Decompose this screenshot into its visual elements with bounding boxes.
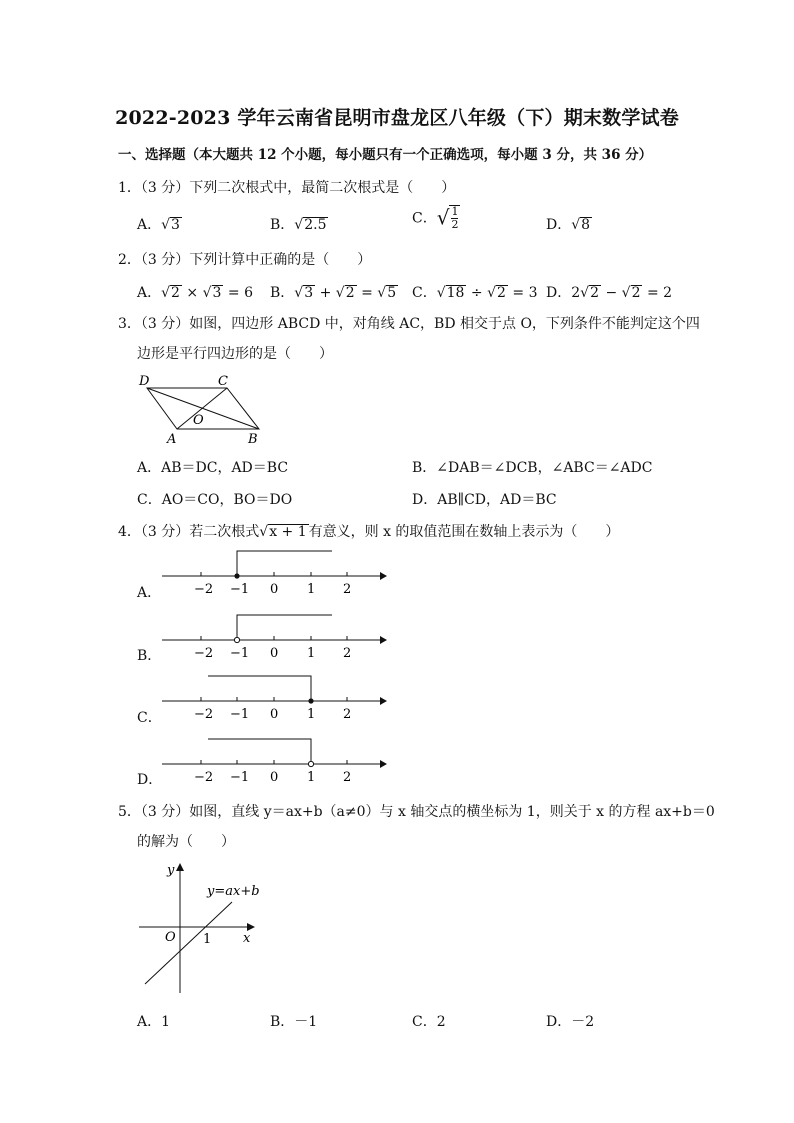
- svg-text:−1: −1: [230, 770, 250, 783]
- svg-text:2: 2: [343, 646, 352, 659]
- svg-text:−1: −1: [230, 646, 250, 659]
- q4-number-line-d: [158, 733, 388, 783]
- svg-text:−2: −2: [194, 707, 214, 720]
- svg-text:2: 2: [343, 707, 352, 720]
- q3-option-a: A．AB＝DC，AD＝BC: [137, 460, 289, 476]
- svg-text:1: 1: [307, 646, 316, 659]
- svg-text:1: 1: [307, 707, 316, 720]
- q4-number-line-c: [158, 670, 388, 720]
- svg-text:2: 2: [343, 770, 352, 783]
- q5-option-b: B．－1: [270, 1014, 318, 1030]
- q5-stem-line1: 5．（3 分）如图，直线 y＝ax+b（a≠0）与 x 轴交点的横坐标为 1，则关于 x 的方程 ax+b＝0: [118, 804, 715, 820]
- q4-option-a-label: A．: [137, 585, 162, 601]
- q3-stem-line2: 边形是平行四边形的是（ ）: [137, 346, 333, 362]
- q3-option-d: D．AB∥CD，AD＝BC: [412, 492, 557, 508]
- page-title: 2022-2023 学年云南省昆明市盘龙区八年级（下）期末数学试卷: [115, 107, 679, 129]
- q5-graph-figure: [135, 858, 265, 998]
- q1-stem: 1．（3 分）下列二次根式中，最简二次根式是（ ）: [118, 180, 456, 196]
- q3-label-o: O: [193, 413, 204, 428]
- q2-stem: 2．（3 分）下列计算中正确的是（ ）: [118, 252, 372, 268]
- section-heading: 一、选择题（本大题共 12 个小题，每小题只有一个正确选项，每小题 3 分，共 36 分）: [118, 147, 653, 163]
- svg-text:−2: −2: [194, 770, 214, 783]
- q1-option-d: D．√8: [546, 217, 591, 233]
- q5-option-a: A．1: [137, 1014, 171, 1030]
- q4-option-d-label: D．: [137, 772, 163, 788]
- q3-option-b: B．∠DAB＝∠DCB，∠ABC＝∠ADC: [412, 460, 653, 476]
- q4-number-line-b: [158, 609, 388, 659]
- svg-text:−1: −1: [230, 707, 250, 720]
- q1-option-a: A．√3: [137, 217, 180, 233]
- q3-label-b: B: [248, 432, 258, 447]
- q3-label-d: D: [139, 374, 150, 389]
- q5-option-d: D．－2: [546, 1014, 595, 1030]
- q5-origin-label: O: [165, 930, 176, 945]
- svg-text:−1: −1: [230, 582, 250, 595]
- q3-option-c: C．AO＝CO，BO＝DO: [137, 492, 293, 508]
- q4-option-b-label: B．: [137, 648, 162, 664]
- q2-option-d: D．2√2 − √2 = 2: [546, 285, 673, 301]
- q3-stem-line1: 3．（3 分）如图，四边形 ABCD 中，对角线 AC，BD 相交于点 O，下列条件不能判定这个四: [118, 316, 700, 332]
- q5-x-axis-label: x: [243, 931, 251, 946]
- q5-line-label: y=ax+b: [207, 884, 260, 899]
- svg-text:1: 1: [307, 582, 316, 595]
- q4-number-line-a: [158, 545, 388, 595]
- q4-stem: 4．（3 分）若二次根式√x + 1 有意义，则 x 的取值范围在数轴上表示为（ ）: [118, 524, 620, 540]
- q1-option-c: C．√ $\frac{1}{2}$: [412, 205, 459, 231]
- svg-text:−2: −2: [194, 646, 214, 659]
- svg-text:0: 0: [270, 646, 279, 659]
- q5-y-axis-label: y: [167, 863, 175, 878]
- svg-text:1: 1: [307, 770, 316, 783]
- q2-option-a: A．√2 × √3 = 6: [137, 285, 253, 301]
- q5-intercept-label: 1: [203, 932, 212, 947]
- q4-option-c-label: C．: [137, 710, 162, 726]
- q5-option-c: C．2: [412, 1014, 446, 1030]
- q2-option-b: B．√3 + √2 = √5: [270, 285, 397, 301]
- q3-label-c: C: [218, 374, 228, 389]
- svg-text:2: 2: [343, 582, 352, 595]
- svg-text:0: 0: [270, 707, 279, 720]
- q5-stem-line2: 的解为（ ）: [137, 834, 235, 850]
- q3-parallelogram-figure: [130, 370, 280, 450]
- svg-text:−2: −2: [194, 582, 214, 595]
- q2-option-c: C．√18 ÷ √2 = 3: [412, 285, 538, 301]
- q1-option-b: B．√2.5: [270, 217, 327, 233]
- svg-text:0: 0: [270, 770, 279, 783]
- svg-text:0: 0: [270, 582, 279, 595]
- q3-label-a: A: [167, 432, 177, 447]
